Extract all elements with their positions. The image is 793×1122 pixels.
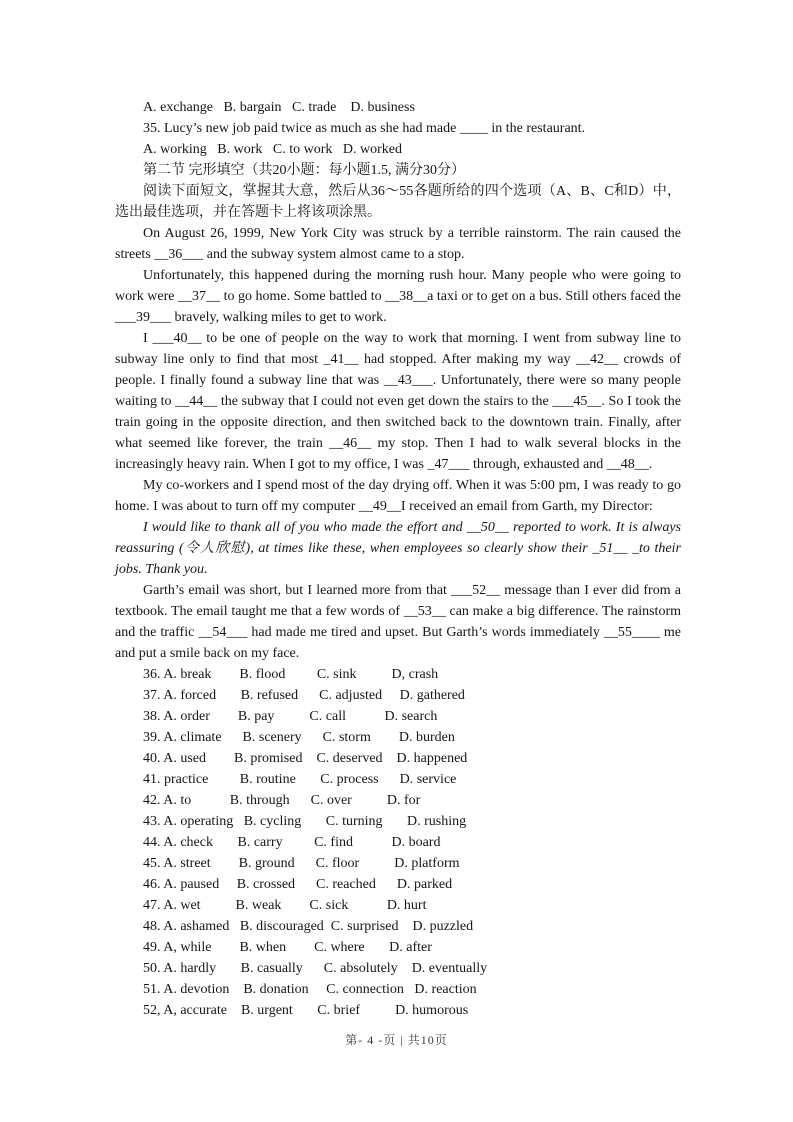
choice-line: 50. A. hardly B. casually C. absolutely D. eventually [143, 961, 488, 976]
choice-line: 46. A. paused B. crossed C. reached D. parked [143, 877, 453, 892]
choice-line: 41. practice B. routine C. process D. service [143, 772, 457, 787]
passage-paragraph-italic: I would like to thank all of you who made the effort and __50__ reported to work. It is always reassuring (令人欣慰), at times like these, when employees so clearly show their _51__ _to their jobs. Thank you. [115, 520, 681, 577]
choice-line: 36. A. break B. flood C. sink D, crash [143, 667, 439, 682]
choice-line: 52, A, accurate B. urgent C. brief D. humorous [143, 1003, 469, 1018]
passage-paragraph: 阅读下面短文，掌握其大意，然后从36～55各题所给的四个选项（A、B、C和D）中，选出最佳选项，并在答题卡上将该项涂黑。 [115, 184, 681, 220]
passage-paragraph: I ___40__ to be one of people on the way to work that morning. I went from subway line to subway line only to find that most _41__ had stopped. After making my way __42__ crowds of people. I finally found a subway line that was __43___. Unfortunately, there were so many people waiting to __44__ the subway that I could not even get down the stairs to the ___45__. So I took the train going in the opposite direction, and then switched back to the downtown train. Finally, after what seemed like forever, the train __46__ my stop. Then I had to walk several blocks in the increasingly heavy rain. When I got to my office, I was _47___ through, exhausted and __48__. [115, 331, 681, 472]
document-content [115, 97, 681, 1021]
choice-line: 45. A. street B. ground C. floor D. platform [143, 856, 460, 871]
answer-options-line: A. working B. work C. to work D. worked [143, 142, 402, 157]
choice-line: 37. A. forced B. refused C. adjusted D. gathered [143, 688, 465, 703]
choice-line: 48. A. ashamed B. discouraged C. surprised D. puzzled [143, 919, 474, 934]
section-heading: 第二节 完形填空（共20小题：每小题1.5, 满分30分） [143, 163, 465, 178]
choice-line: 39. A. climate B. scenery C. storm D. burden [143, 730, 455, 745]
passage-paragraph: Unfortunately, this happened during the morning rush hour. Many people who were going to work were __37__ to go home. Some battled to __38__a taxi or to get on a bus. Still others faced the ___39___ bravely, walking miles to get to work. [115, 268, 681, 325]
choice-line: 38. A. order B. pay C. call D. search [143, 709, 438, 724]
answer-options-line: A. exchange B. bargain C. trade D. business [143, 100, 415, 115]
choice-line: 43. A. operating B. cycling C. turning D. rushing [143, 814, 467, 829]
choice-line: 49. A, while B. when C. where D. after [143, 940, 432, 955]
question-line: 35. Lucy’s new job paid twice as much as she had made ____ in the restaurant. [143, 121, 586, 136]
passage-paragraph: My co-workers and I spend most of the day drying off. When it was 5:00 pm, I was ready to go home. I was about to turn off my computer __49__I received an email from Garth, my Director: [115, 478, 681, 514]
choice-line: 51. A. devotion B. donation C. connection D. reaction [143, 982, 477, 997]
choice-line: 47. A. wet B. weak C. sick D. hurt [143, 898, 427, 913]
choice-line: 44. A. check B. carry C. find D. board [143, 835, 441, 850]
passage-paragraph: Garth’s email was short, but I learned more from that ___52__ message than I ever did from a textbook. The email taught me that a few words of __53__ can make a big difference. The rainstorm and the traffic __54___ had made me tired and upset. But Garth’s words immediately __55____ me and put a smile back on my face. [115, 583, 681, 661]
choice-line: 40. A. used B. promised C. deserved D. happened [143, 751, 468, 766]
passage-paragraph: On August 26, 1999, New York City was struck by a terrible rainstorm. The rain caused the streets __36___ and the subway system almost came to a stop. [115, 226, 681, 262]
page-footer: 第- 4 -页 | 共10页 [345, 1033, 448, 1047]
choice-line: 42. A. to B. through C. over D. for [143, 793, 421, 808]
